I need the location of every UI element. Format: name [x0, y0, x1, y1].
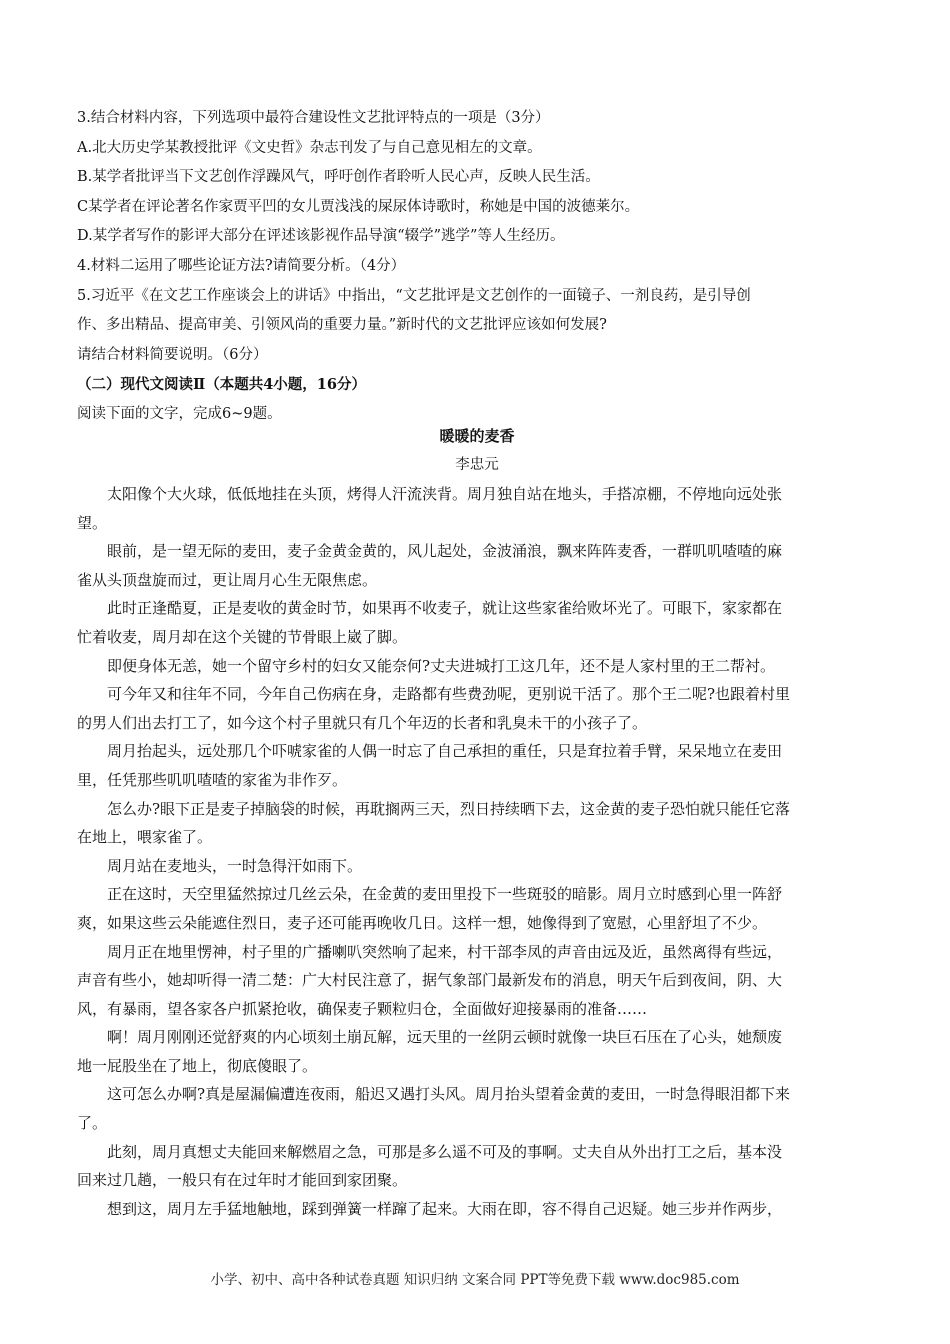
story-line: 在地上，喂家雀了。 — [77, 828, 213, 847]
option-d: D.某学者写作的影评大部分在评述该影视作品导演“辍学”逃学”等人生经历。 — [77, 228, 565, 245]
page-footer: 小学、初中、高中各种试卷真题 知识归纳 文案合同 PPT等免费下载 www.doc985.com — [210, 1272, 740, 1288]
story-line: 此时正逢酷夏，正是麦收的黄金时节，如果再不收麦子，就让这些家雀给败坏光了。可眼下，家家都在 — [107, 599, 783, 618]
option-c: C某学者在评论著名作家贾平凹的女儿贾浅浅的屎尿体诗歌时，称她是中国的波德莱尔。 — [77, 198, 640, 215]
question-5-line-3: 请结合材料简要说明。（6分） — [77, 346, 268, 363]
question-5-line-1: 5.习近平《在文艺工作座谈会上的讲话》中指出，“文艺批评是文艺创作的一面镜子、一剂良药，是引导创 — [77, 287, 751, 304]
story-line: 此刻，周月真想丈夫能回来解燃眉之急，可那是多么遥不可及的事啊。丈夫自从外出打工之后，基本没 — [107, 1142, 783, 1161]
story-line: 声音有些小，她却听得一清二楚：广大村民注意了，据气象部门最新发布的消息，明天午后到夜间，阴、大 — [77, 971, 783, 990]
option-b: B.某学者批评当下文艺创作浮躁风气，呼吁创作者聆听人民心声，反映人民生活。 — [77, 169, 600, 186]
question-3: 3.结合材料内容，下列选项中最符合建设性文艺批评特点的一项是（3分） — [77, 110, 550, 126]
story-line: 了。 — [77, 1114, 108, 1133]
reading-instruction: 阅读下面的文字，完成6~9题。 — [77, 405, 282, 422]
story-line: 可今年又和往年不同，今年自己伤病在身，走路都有些费劲呢，更别说干活了。那个王二呢?也跟着村里 — [107, 685, 791, 704]
questions-block — [77, 104, 877, 430]
story-line: 这可怎么办啊?真是屋漏偏遭连夜雨，船迟又遇打头风。周月抬头望着金黄的麦田，一时急得眼泪都下来 — [107, 1085, 791, 1104]
story-line: 怎么办?眼下正是麦子掉脑袋的时候，再耽搁两三天，烈日持续晒下去，这金黄的麦子恐怕就只能任它落 — [107, 799, 791, 818]
story-body — [77, 480, 877, 1223]
story-author: 李忠元 — [455, 457, 499, 473]
story-line: 忙着收麦，周月却在这个关键的节骨眼上崴了脚。 — [77, 627, 408, 646]
question-5-line-2: 作、多出精品、提高审美、引领风尚的重要力量。”新时代的文艺批评应该如何发展? — [77, 317, 607, 334]
story-line: 周月正在地里愣神，村子里的广播喇叭突然响了起来，村干部李凤的声音由远及近，虽然离得有些远， — [107, 942, 783, 961]
story-line: 雀从头顶盘旋而过，更让周月心生无限焦虑。 — [77, 570, 378, 589]
story-line: 眼前，是一望无际的麦田，麦子金黄金黄的，风儿起处，金波涌浪，飘来阵阵麦香，一群叽叽喳喳的麻 — [107, 542, 783, 561]
story-block — [77, 422, 877, 1223]
story-title: 暖暖的麦香 — [439, 427, 515, 445]
story-line: 回来过几趟，一般只有在过年时才能回到家团聚。 — [77, 1171, 408, 1190]
story-line: 即便身体无恙，她一个留守乡村的妇女又能奈何?丈夫进城打工这几年，还不是人家村里的王二帮衬。 — [107, 656, 776, 675]
story-line: 周月站在麦地头，一时急得汗如雨下。 — [107, 856, 363, 875]
story-line: 风，有暴雨，望各家各户抓紧抢收，确保麦子颗粒归仓，全面做好迎接暴雨的准备…… — [77, 999, 648, 1018]
section-heading: （二）现代文阅读Ⅱ（本题共4小题，16分） — [77, 376, 366, 394]
story-line: 望。 — [77, 513, 108, 532]
question-4: 4.材料二运用了哪些论证方法?请简要分析。（4分） — [77, 257, 406, 274]
story-line: 爽，如果这些云朵能遮住烈日，麦子还可能再晚收几日。这样一想，她像得到了宽慰，心里舒坦了不少。 — [77, 913, 768, 932]
story-line: 正在这时，天空里猛然掠过几丝云朵，在金黄的麦田里投下一些斑驳的暗影。周月立时感到心里一阵舒 — [107, 885, 783, 904]
story-line: 的男人们出去打工了，如今这个村子里就只有几个年迈的长者和乳臭未干的小孩子了。 — [77, 713, 648, 732]
story-line: 太阳像个大火球，低低地挂在头顶，烤得人汗流浃背。周月独自站在地头，手搭凉棚，不停地向远处张 — [107, 485, 783, 503]
option-a: A.北大历史学某教授批评《文史哲》杂志刊发了与自己意见相左的文章。 — [77, 139, 542, 156]
story-line: 里，任凭那些叽叽喳喳的家雀为非作歹。 — [77, 770, 348, 789]
story-line: 想到这，周月左手猛地触地，踩到弹簧一样蹿了起来。大雨在即，容不得自己迟疑。她三步并作两步， — [107, 1199, 783, 1218]
story-line: 周月抬起头，远处那几个吓唬家雀的人偶一时忘了自己承担的重任，只是耷拉着手臂，呆呆地立在麦田 — [107, 742, 783, 761]
story-line: 地一屁股坐在了地上，彻底傻眼了。 — [77, 1056, 318, 1075]
story-line: 啊！周月刚刚还觉舒爽的内心顷刻土崩瓦解，远天里的一丝阴云顿时就像一块巨石压在了心头，她颓废 — [107, 1028, 783, 1047]
